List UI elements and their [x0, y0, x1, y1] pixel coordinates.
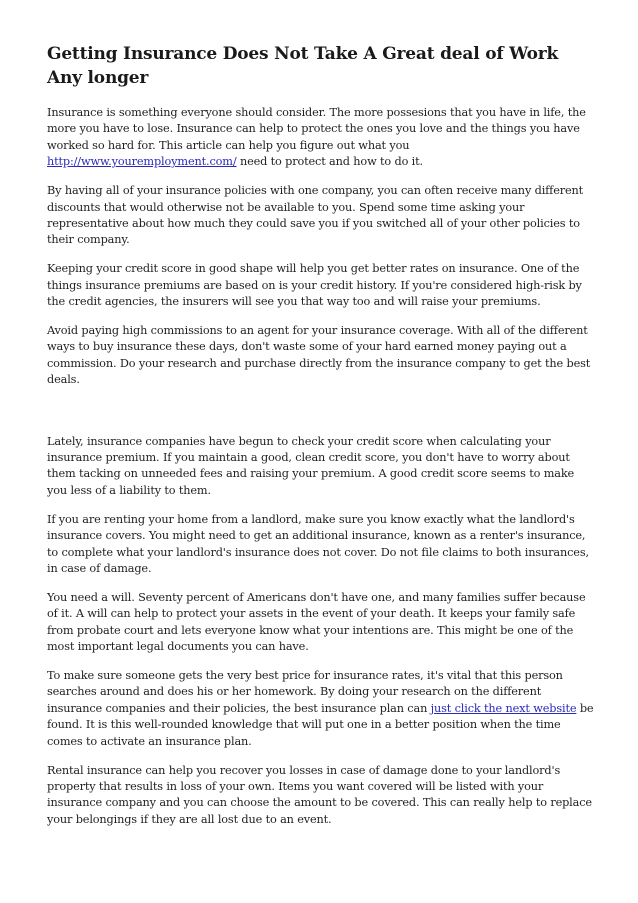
paragraph-will: You need a will. Seventy percent of Americans don't have one, and many families suffer because of it. A will can help to protect your assets in the event of your death. It keeps your family safe from probate court and lets everyone know what your intentions are. This might be one of the most important legal documents you can have.: [47, 590, 586, 654]
employment-link[interactable]: http://www.youremployment.com/: [47, 155, 237, 169]
paragraph-credit-check: Lately, insurance companies have begun to check your credit score when calculating your insurance premium. If you maintain a good, clean credit score, you don't have to worry about them tacking on unneeded fees and raising your premium. A good credit score seems to make you less of a liability to them.: [47, 434, 575, 497]
paragraph-rental-insurance: Rental insurance can help you recover you losses in case of damage done to your landlord's property that results in loss of your own. Items you want covered will be listed with your insurance company and you can choose the amount to be covered. This can really help to replace your belongings if they are all lost due to an event.: [47, 763, 592, 826]
paragraph-renting: If you are renting your home from a landlord, make sure you know exactly what the landlord's insurance covers. You might need to get an additional insurance, known as a renter's insurance, to complete what your landlord's insurance does not cover. Do not file claims to both insurances, in case of damage.: [47, 512, 589, 575]
paragraph-policies: By having all of your insurance policies with one company, you can often receive many different discounts that would otherwise not be available to you. Spend some time asking your representative about how much they could save you if you switched all of your other policies to their company.: [47, 184, 584, 247]
paragraph-text: be found. It is this well-rounded knowledge that will put one in a better position when the time comes to activate an insurance plan.: [47, 701, 594, 748]
paragraph-best-price: [47, 668, 597, 750]
paragraph-intro: [47, 105, 597, 171]
paragraph-text: Insurance is something everyone should consider. The more possesions that you have in life, the more you have to lose. Insurance can help to protect the ones you love and the things you have worked so hard for. This article can help you figure out what you: [47, 106, 586, 152]
next-website-link[interactable]: just click the next website: [430, 701, 577, 715]
document-page: [47, 42, 597, 841]
paragraph-text: To make sure someone gets the very best price for insurance rates, it's vital that this person searches around and does his or her homework. By doing your research on the different insurance companies and their policies, the best insurance plan can: [47, 668, 563, 715]
paragraph-credit-score: Keeping your credit score in good shape will help you get better rates on insurance. One of the things insurance premiums are based on is your credit history. If you're considered high-risk by the credit agencies, the insurers will see you that way too and will raise your premiums.: [47, 262, 582, 309]
paragraph-commissions: Avoid paying high commissions to an agent for your insurance coverage. With all of the different ways to buy insurance these days, don't waste some of your hard earned money paying out a commission. Do your research and purchase directly from the insurance company to get the best deals.: [47, 323, 591, 387]
paragraph-text: need to protect and how to do it.: [236, 155, 423, 169]
document-title: Getting Insurance Does Not Take A Great deal of Work Any longer: [47, 44, 559, 88]
